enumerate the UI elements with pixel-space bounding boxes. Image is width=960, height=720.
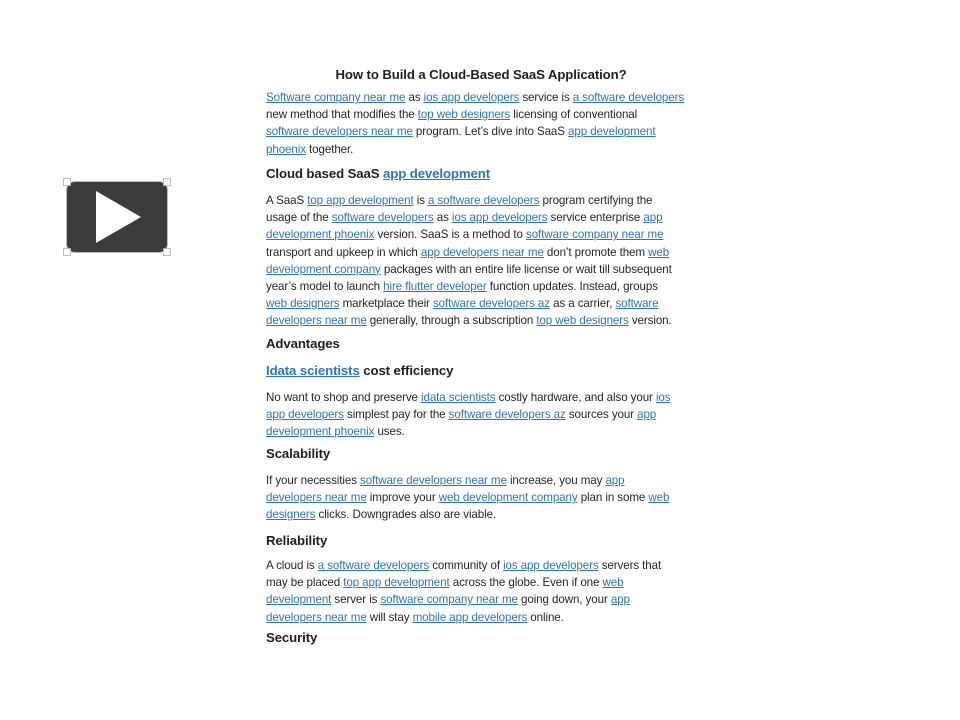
paragraph-line (266, 106, 696, 123)
hyperlink[interactable]: software (615, 297, 659, 311)
hyperlink[interactable]: software company near me (380, 593, 518, 607)
hyperlink[interactable]: app development (568, 125, 656, 139)
text-run: licensing of conventional (510, 108, 638, 122)
text-run: new method that modifies the (266, 108, 418, 122)
hyperlink[interactable]: developers near me (266, 491, 367, 505)
text-run: No want to shop and preserve (266, 391, 421, 404)
heading-line (266, 629, 696, 646)
selection-handle-bottom-left[interactable] (63, 248, 71, 256)
hyperlink[interactable]: top app development (307, 194, 414, 207)
paragraph-line (266, 506, 696, 523)
text-run: plan in some (577, 491, 649, 505)
paragraph-line (266, 557, 696, 574)
heading-line (266, 532, 696, 549)
text-run: cost efficiency (359, 363, 454, 378)
scalability-paragraph (266, 472, 696, 524)
reliability-paragraph (266, 557, 696, 626)
text-run: usage of the (266, 211, 332, 225)
text-run: Security (266, 630, 318, 645)
paragraph-line (266, 574, 696, 591)
text-run: community of (429, 559, 504, 572)
hyperlink[interactable]: developers near me (266, 314, 367, 328)
text-run: generally, through a subscription (366, 314, 537, 328)
hyperlink[interactable]: app (643, 211, 663, 225)
paragraph-line (266, 261, 696, 278)
hyperlink[interactable]: hire flutter developer (383, 279, 487, 293)
hyperlink[interactable]: software developers az (448, 408, 566, 422)
text-run: as (433, 211, 452, 225)
intro-paragraph (266, 89, 696, 158)
text-run: program certifying the (539, 194, 653, 207)
hyperlink[interactable]: web (648, 245, 670, 259)
heading-scalability (266, 445, 696, 462)
heading-reliability (266, 532, 696, 549)
paragraph-line (266, 591, 696, 608)
text-run: Cloud based SaaS (266, 166, 384, 181)
text-run: transport and upkeep in which (266, 245, 421, 259)
heading-line (266, 165, 696, 182)
selection-handle-top-right[interactable] (163, 178, 171, 186)
hyperlink[interactable]: web development company (438, 491, 578, 505)
hyperlink[interactable]: idata scientists (421, 391, 496, 404)
hyperlink[interactable]: app developers near me (420, 245, 544, 259)
article-title (266, 66, 696, 83)
paragraph-line (266, 278, 696, 295)
hyperlink[interactable]: software company near me (526, 228, 664, 242)
text-run: sources your (565, 408, 638, 422)
text-run: increase, you may (506, 474, 606, 487)
hyperlink[interactable]: app (610, 593, 630, 607)
hyperlink[interactable]: app (637, 408, 657, 422)
paragraph-line (266, 209, 696, 226)
hyperlink[interactable]: app development (383, 166, 490, 181)
text-run: uses. (374, 425, 405, 439)
text-run: How to Build a Cloud-Based SaaS Application? (335, 67, 627, 82)
text-run: A SaaS (266, 194, 308, 207)
hyperlink[interactable]: designers (266, 508, 316, 522)
video-play-thumbnail[interactable] (67, 182, 167, 252)
hyperlink[interactable]: a software developers (572, 91, 685, 104)
text-run: may be placed (266, 576, 344, 590)
cost-efficiency-paragraph (266, 389, 696, 441)
text-run: going down, your (517, 593, 611, 607)
hyperlink[interactable]: Software company near me (266, 91, 406, 104)
paragraph-line (266, 423, 696, 440)
text-run: servers that (598, 559, 662, 572)
hyperlink[interactable]: ios (655, 391, 671, 404)
text-run: as a carrier, (549, 297, 616, 311)
text-run: Reliability (266, 533, 328, 548)
text-run: server is (331, 593, 381, 607)
hyperlink[interactable]: software developers (331, 211, 434, 225)
text-run: packages with an entire life license or wait till subsequent (380, 262, 672, 276)
hyperlink[interactable]: app (605, 474, 625, 487)
hyperlink[interactable]: development phoenix (266, 228, 375, 242)
selection-handle-bottom-right[interactable] (163, 248, 171, 256)
text-run: online. (527, 610, 564, 624)
paragraph-line (266, 244, 696, 261)
text-run: Advantages (266, 336, 340, 351)
heading-cloud-based-saas (266, 165, 696, 182)
hyperlink[interactable]: development (266, 593, 332, 607)
paragraph-line (266, 472, 696, 489)
hyperlink[interactable]: ios app developers (451, 211, 548, 225)
hyperlink[interactable]: phoenix (266, 142, 306, 156)
heading-line (266, 362, 696, 379)
paragraph-line (266, 489, 696, 506)
text-run: function updates. Instead, groups (486, 279, 658, 293)
hyperlink[interactable]: ios app developers (423, 91, 520, 104)
text-run: service enterprise (547, 211, 644, 225)
text-run: If your necessities (266, 474, 361, 487)
hyperlink[interactable]: software developers near me (360, 474, 507, 487)
hyperlink[interactable]: a software developers (428, 194, 540, 207)
title-line (266, 66, 696, 83)
hyperlink[interactable]: web designers (266, 297, 340, 311)
text-run: clicks. Downgrades also are viable. (315, 508, 497, 522)
hyperlink[interactable]: web (648, 491, 670, 505)
heading-line (266, 335, 696, 352)
text-run: simplest pay for the (343, 408, 449, 422)
text-run: version. (628, 314, 672, 328)
heading-cost-efficiency (266, 362, 696, 379)
hyperlink[interactable]: top web designers (536, 314, 629, 328)
hyperlink[interactable]: development phoenix (266, 425, 375, 439)
text-run: year’s model to launch (266, 279, 384, 293)
hyperlink[interactable]: Idata scientists (266, 363, 360, 378)
paragraph-line (266, 89, 696, 106)
hyperlink[interactable]: developers near me (266, 610, 367, 624)
text-run: is (413, 194, 429, 207)
text-run: as (405, 91, 424, 104)
heading-line (266, 445, 696, 462)
paragraph-line (266, 389, 696, 406)
paragraph-line (266, 141, 696, 158)
text-run: don’t promote them (543, 245, 649, 259)
hyperlink[interactable]: development company (266, 262, 381, 276)
hyperlink[interactable]: top app development (343, 576, 450, 590)
text-run: marketplace their (339, 297, 433, 311)
paragraph-line (266, 609, 696, 626)
hyperlink[interactable]: a software developers (317, 559, 430, 572)
paragraph-line (266, 312, 696, 329)
hyperlink[interactable]: software developers az (432, 297, 550, 311)
text-run: service is (519, 91, 573, 104)
text-run: version. SaaS is a method to (374, 228, 526, 242)
paragraph-line (266, 192, 696, 209)
selection-handle-top-left[interactable] (63, 178, 71, 186)
hyperlink[interactable]: mobile app developers (412, 610, 528, 624)
paragraph-line (266, 406, 696, 423)
hyperlink[interactable]: ios app developers (503, 559, 599, 572)
text-run: A cloud is (266, 559, 318, 572)
play-icon (96, 191, 141, 243)
text-run: Scalability (266, 446, 331, 461)
paragraph-line (266, 123, 696, 140)
saas-definition-paragraph (266, 192, 696, 330)
hyperlink[interactable]: web (602, 576, 624, 590)
hyperlink[interactable]: top web designers (417, 108, 511, 122)
text-run: across the globe. Even if one (449, 576, 603, 590)
text-run: costly hardware, and also your (495, 391, 656, 404)
paragraph-line (266, 226, 696, 243)
hyperlink[interactable]: app developers (266, 408, 344, 422)
text-run: program. Let’s dive into SaaS (412, 125, 569, 139)
hyperlink[interactable]: software developers near me (266, 125, 413, 139)
text-run: improve your (366, 491, 439, 505)
paragraph-line (266, 295, 696, 312)
text-run: together. (305, 142, 354, 156)
heading-security (266, 629, 696, 646)
text-run: will stay (366, 610, 413, 624)
heading-advantages (266, 335, 696, 352)
